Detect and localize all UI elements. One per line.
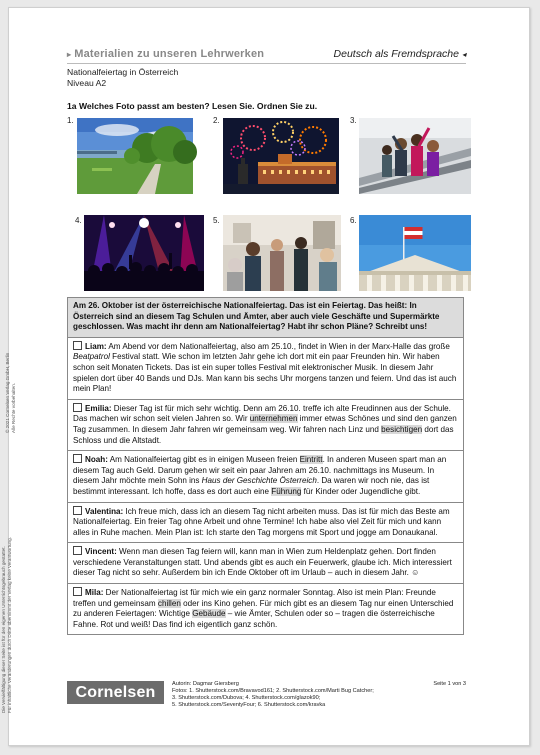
photo-museum-tour — [223, 215, 341, 291]
usage-note — [1, 537, 12, 714]
photo-number-4: 4. — [75, 216, 82, 225]
photo-credits — [172, 681, 374, 709]
level-label: Niveau A2 — [67, 78, 107, 88]
checkbox-vincent[interactable] — [73, 546, 82, 555]
copyright-line-2: Alle Rechte vorbehalten. — [11, 382, 16, 433]
entry-liam: Liam: Am Abend vor dem Nationalfeiertag, also am 25.10., findet in Wien in der Marx-Halle das große Beatpatrol Festival statt. Wie schon im letzten Jahr gehe ich dort mit ein paar Freunden hin. Wir haben schon seit Monaten Tickets. Das ist ein super tolles Festival mit elektronischer Musik. In diesem Jahr spielen dort über 40 Bands und DJs. Man kann bis sechs Uhr morgens tanzen und feiern. Und das ist auch mein Plan! — [68, 338, 463, 400]
entry-vincent: Vincent: Wenn man diesen Tag feiern will, kann man in Wien zum Heldenplatz gehen. Dort finden verschiedene Veranstaltungen statt. Und abends gibt es auch ein Feuerwerk, glaube ich. Mich interessiert dieser Tag nicht so sehr. Außerdem bin ich Ende Oktober oft im Urlaub – auch in diesem Jahr. ☺ — [68, 543, 463, 584]
photo-number-3: 3. — [350, 116, 357, 125]
highlighted-word: Führung — [271, 486, 302, 496]
entry-emilia: Emilia: Dieser Tag ist für mich sehr wichtig. Denn am 26.10. treffe ich alte Freudinnen aus der Schule. Das machen wir schon seit vielen Jahren so. Wir unternehmen immer etwas Schönes und sind den ganzen Tag zusammen. In diesem Jahr fahren wir gemeinsam weg. Wir fahren nach Linz und besichtigen dort das Schloss und die Altstadt. — [68, 400, 463, 451]
checkbox-emilia[interactable] — [73, 403, 82, 412]
copyright-note — [5, 352, 16, 434]
highlighted-word: unternehmen — [249, 414, 298, 424]
series-title: ▸ Materialien zu unseren Lehrwerken — [67, 48, 265, 60]
cornelsen-logo: Cornelsen — [67, 681, 164, 704]
copyright-line-1: © 2021 Cornelsen Verlag GmbH, Berlin — [5, 352, 10, 433]
photo-number-5: 5. — [213, 216, 220, 225]
checkbox-noah[interactable] — [73, 454, 82, 463]
highlighted-word: besichtigen — [381, 424, 423, 434]
highlighted-word: Gebäude — [192, 609, 226, 619]
entry-name: Liam: — [85, 341, 107, 351]
highlighted-word: Eintritt — [299, 455, 323, 465]
photo-number-6: 6. — [350, 216, 357, 225]
task-heading: 1a Welches Foto passt am besten? Lesen Sie. Ordnen Sie zu. — [67, 101, 318, 111]
intro-text: Am 26. Oktober ist der österreichische Nationalfeiertag. Das ist ein Feiertag. Das heißt: In Österreich sind an diesem Tag Schulen und Ämter, aber auch viele Geschäfte und Supermärkte geschlossen. Was macht ihr denn am Nationalfeiertag? Habt ihr schon Pläne? Schreibt uns! — [68, 298, 463, 338]
entry-name: Mila: — [85, 588, 104, 598]
worksheet-subtitle: Nationalfeiertag in Österreich — [67, 67, 179, 77]
entry-mila: Mila: Der Nationalfeiertag ist für mich wie ein ganz normaler Sonntag. Also ist mein Plan: Freunde treffen und gemeinsam chillen oder ins Kino gehen. Für mich gibt es an diesem Tag nur einen Unterschied zu anderen Feiertagen: Wichtige Gebäude – wie Ämter, Schulen oder so – tragen die österreichische Fahne. Rot und weiß! Das find ich eigentlich ganz schön. — [73, 588, 454, 629]
credits-line-2: 3. Shutterstock.com/Dubova; 4. Shutterstock.com/glazok90; — [172, 695, 321, 701]
header-divider — [67, 63, 466, 64]
product-title: Deutsch als Fremdsprache ◂ — [333, 48, 466, 60]
entry-name: Noah: — [85, 455, 108, 465]
checkbox-liam[interactable] — [73, 341, 82, 350]
entry-name: Emilia: — [85, 403, 112, 413]
entry-name: Valentina: — [85, 506, 124, 516]
photo-number-1: 1. — [67, 116, 74, 125]
credits-line-3: 5. Shutterstock.com/SeventyFour; 6. Shutterstock.com/kravka — [172, 702, 326, 708]
entry-noah: Noah: Am Nationalfeiertag gibt es in einigen Museen freien Eintritt. In anderen Museen spart man an diesem Tag auch Geld. Darum gehen wir seit ein paar Jahren am 26.10. nachmittags ins Museum. In diesem Jahr möchte mein Sohn ins Haus der Geschichte Österreich. Da waren wir noch nie, das ist bestimmt interessant. Ich hoffe, dass es dort auch eine Führung für Kinder oder Jugendliche gibt. — [68, 451, 463, 502]
worksheet-page — [1, 7, 530, 746]
photo-friends — [359, 118, 471, 194]
caret-right-icon: ▸ — [67, 50, 72, 59]
photo-concert — [84, 215, 204, 291]
reading-text-box — [67, 297, 464, 635]
photo-park-river — [77, 118, 193, 194]
page-number: Seite 1 von 3 — [433, 681, 466, 687]
entry-name: Vincent: — [85, 547, 117, 557]
entry-valentina: Valentina: Ich freue mich, dass ich an diesem Tag nicht arbeiten muss. Das ist für mich das Beste am Nationalfeiertag. Ein freier Tag ohne Arbeit und ohne Termine! Ich habe also viel Zeit für mich und kann alles in Ruhe machen. Mein Plan ist: Ich starte den Tag morgens mit Sport und jogge am Donaukanal. — [68, 503, 463, 544]
credits-line-1: Fotos: 1. Shutterstock.com/Bravavod161; 2. Shutterstock.com/Marti Bug Catcher; — [172, 688, 374, 694]
caret-left-icon: ◂ — [461, 50, 466, 59]
checkbox-mila[interactable] — [73, 587, 82, 596]
photo-number-2: 2. — [213, 116, 220, 125]
usage-line-1: Die Vervielfältigung dieser Seite ist für den eigenen Unterrichtsgebrauch gestattet. — [1, 546, 6, 713]
checkbox-valentina[interactable] — [73, 506, 82, 515]
photo-parliament-flag — [359, 215, 471, 291]
author-line: Autorin: Dagmar Giersberg — [172, 681, 239, 687]
photo-fireworks — [223, 118, 339, 194]
usage-line-2: Für inhaltliche Veränderungen durch Dritte übernimmt der Verlag keine Verantwortung. — [7, 537, 12, 713]
highlighted-word: chillen — [157, 598, 181, 608]
